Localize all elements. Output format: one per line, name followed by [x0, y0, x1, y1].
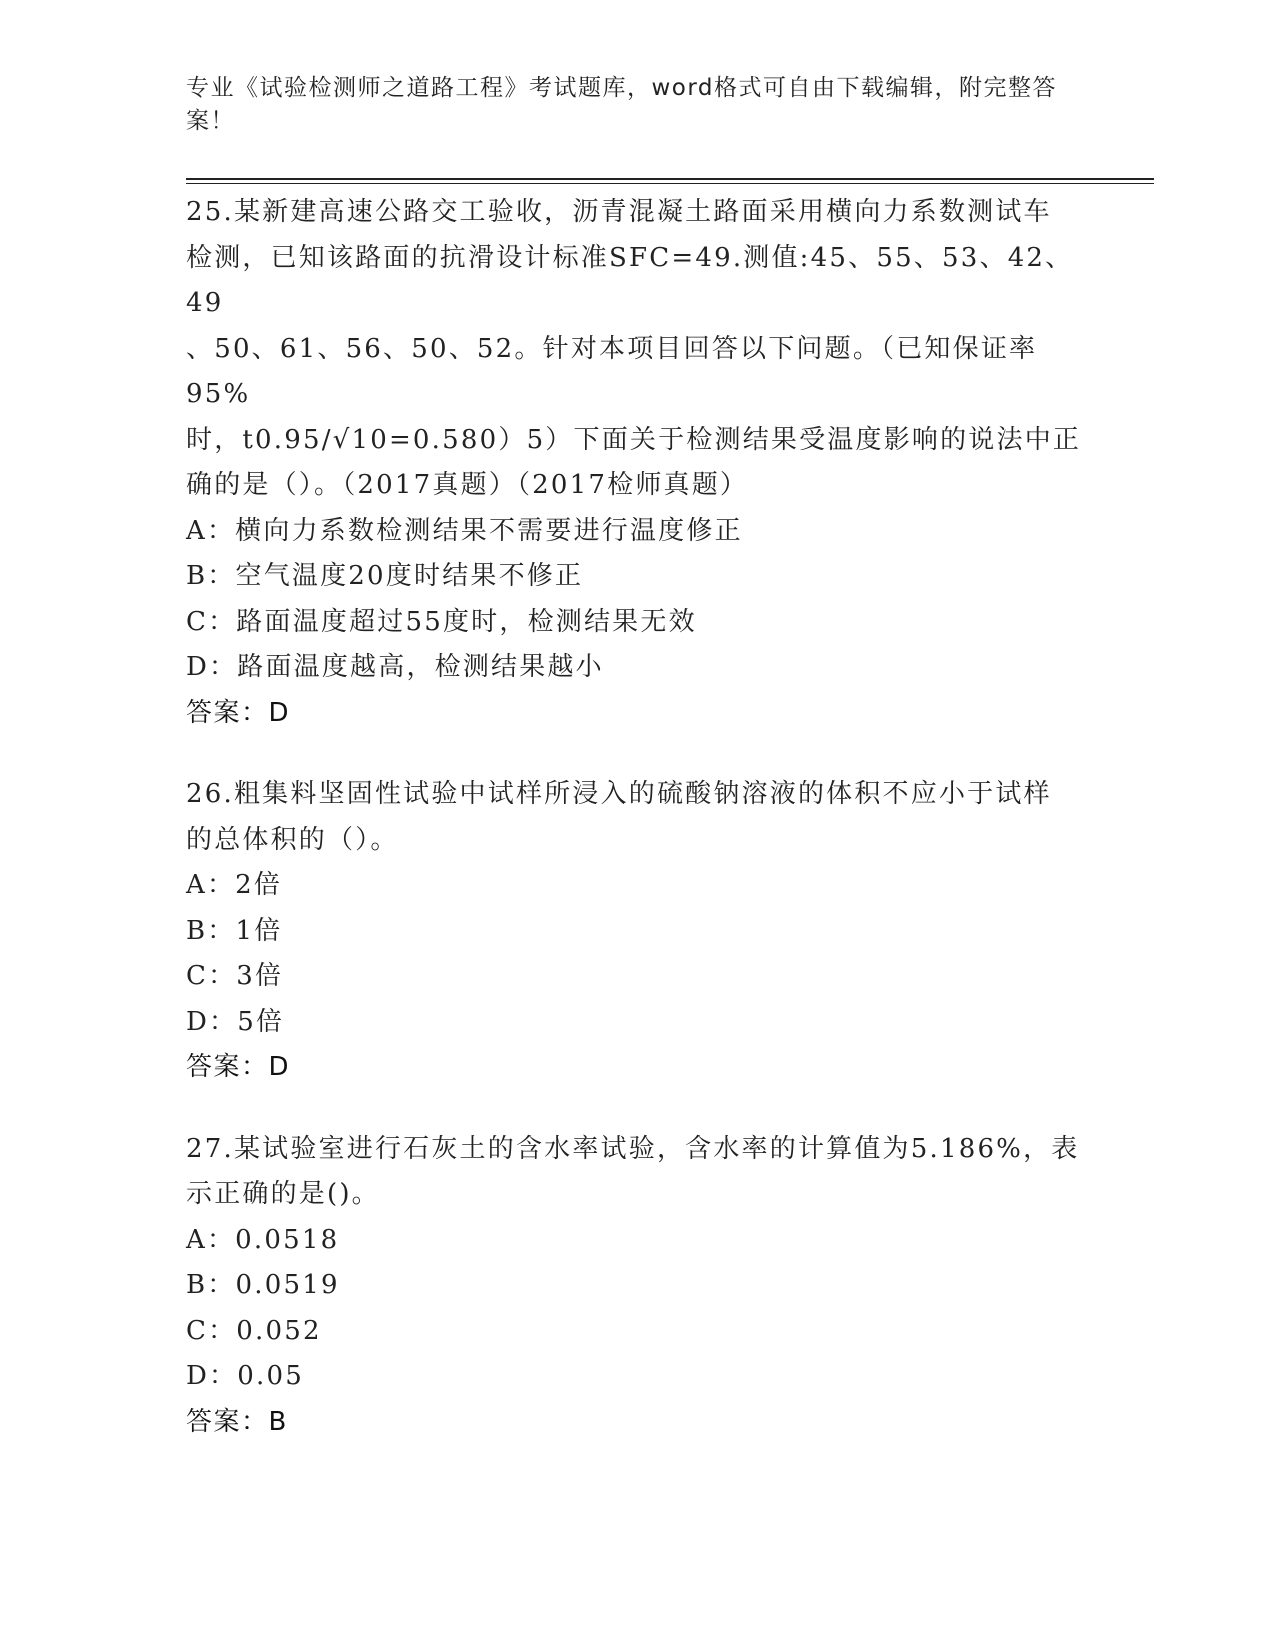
answer-label: 答案：B — [186, 1406, 288, 1437]
question-text-line: 时，t0.95/√10=0.580）5）下面关于检测结果受温度影响的说法中正 — [186, 424, 1082, 455]
question-text-line: 确的是（）。（2017真题）（2017检师真题） — [186, 470, 749, 500]
header-divider-thick — [186, 178, 1154, 180]
answer-label: 答案：D — [186, 697, 291, 728]
option-a: A：横向力系数检测结果不需要进行温度修正 — [186, 515, 743, 546]
question-27 — [186, 1127, 1086, 1446]
question-text-line: 、50、61、56、50、52。针对本项目回答以下问题。（已知保证率95% — [186, 333, 1038, 409]
option-a: A：2倍 — [186, 870, 283, 900]
question-list — [186, 190, 1086, 1481]
question-text-line: 示正确的是()。 — [186, 1179, 380, 1209]
answer-label: 答案：D — [186, 1052, 291, 1082]
option-d: D：0.05 — [186, 1361, 304, 1391]
option-d: D：5倍 — [186, 1006, 285, 1037]
question-text-line: 27.某试验室进行石灰土的含水率试验，含水率的计算值为5.186%，表 — [186, 1133, 1080, 1164]
option-c: C：路面温度超过55度时，检测结果无效 — [186, 606, 697, 637]
header-note-line-2: 案！ — [186, 108, 235, 134]
question-26 — [186, 772, 1086, 1091]
option-b: B：空气温度20度时结果不修正 — [186, 561, 584, 591]
question-25 — [186, 190, 1086, 736]
question-text-line: 检测，已知该路面的抗滑设计标准SFC=49.测值:45、55、53、42、49 — [186, 242, 1074, 318]
question-text-line: 26.粗集料坚固性试验中试样所浸入的硫酸钠溶液的体积不应小于试样 — [186, 779, 1052, 809]
option-b: B：0.0519 — [186, 1270, 340, 1300]
option-c: C：3倍 — [186, 961, 284, 991]
option-d: D：路面温度越高，检测结果越小 — [186, 652, 604, 682]
header-divider-thin — [186, 183, 1154, 184]
document-header-note — [186, 72, 1076, 138]
question-text-line: 的总体积的（）。 — [186, 824, 399, 855]
question-text-line: 25.某新建高速公路交工验收，沥青混凝土路面采用横向力系数测试车 — [186, 197, 1052, 227]
option-b: B：1倍 — [186, 915, 283, 946]
header-note-line-1: 专业《试验检测师之道路工程》考试题库，word格式可自由下载编辑，附完整答 — [186, 75, 1058, 101]
option-c: C：0.052 — [186, 1315, 322, 1346]
option-a: A：0.0518 — [186, 1224, 340, 1255]
